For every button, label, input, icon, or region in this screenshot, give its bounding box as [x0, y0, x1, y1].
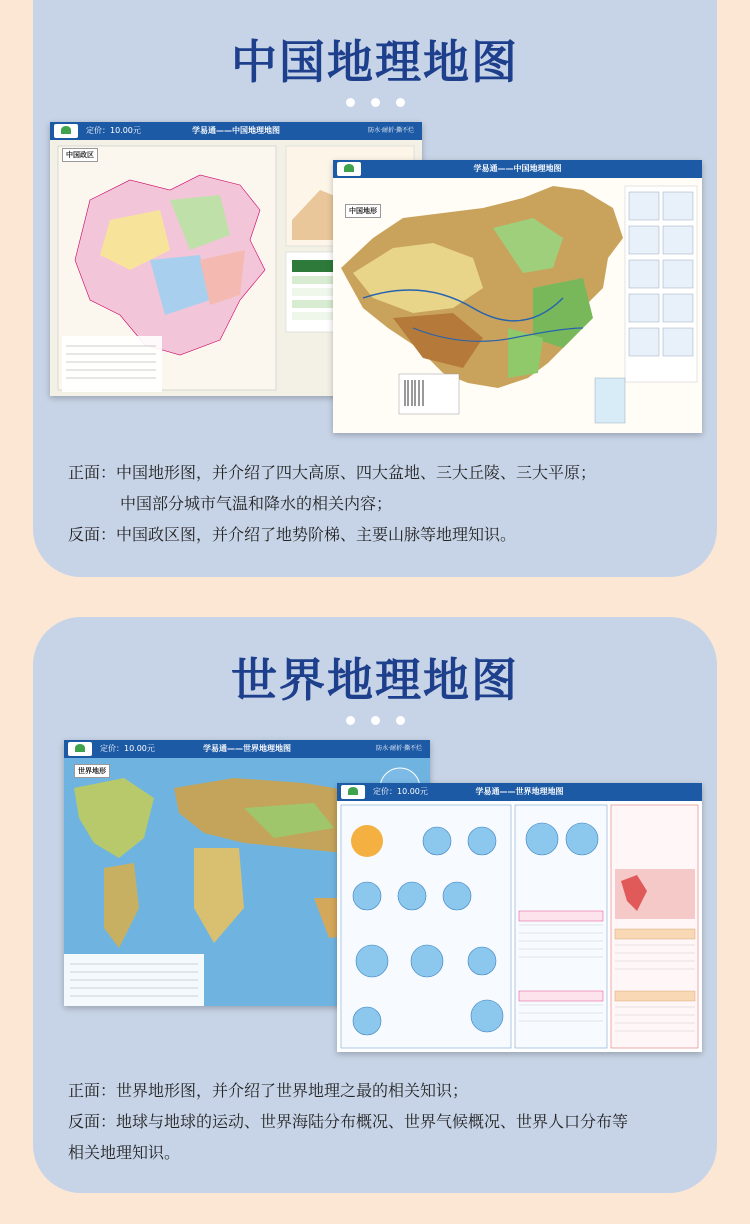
map-header: [64, 740, 430, 758]
map-subtitle: 中国地形: [345, 204, 381, 218]
front-label: 正面：: [68, 1081, 117, 1100]
map-price: 定价：10.00元: [100, 744, 155, 753]
china-terrain-map-image: [333, 160, 702, 433]
map-subtitle: 世界地形: [74, 764, 110, 778]
map-header-tagline: 防水·耐折·撕不烂: [376, 745, 422, 752]
map-header-title: 学易通——世界地理地图: [475, 787, 564, 796]
world-description: [68, 1079, 628, 1165]
front-description-line1: 世界地形图，并介绍了世界地理之最的相关知识；: [116, 1081, 469, 1100]
front-label: 正面：: [68, 463, 117, 482]
decorative-dots: [33, 92, 717, 111]
world-knowledge-map-image: [337, 783, 702, 1052]
back-description-line1: 中国政区图，并介绍了地势阶梯、主要山脉等地理知识。: [116, 525, 517, 544]
world-knowledge-map-graphic: [337, 801, 702, 1052]
map-price: 定价：10.00元: [373, 787, 428, 796]
back-description-line1: 地球与地球的运动、世界海陆分布概况、世界气候概况、世界人口分布等: [116, 1112, 629, 1131]
back-description-line2: 相关地理知识。: [68, 1143, 181, 1162]
map-header-title: 学易通——世界地理地图: [203, 744, 291, 753]
china-terrain-map-graphic: [333, 178, 702, 433]
map-header: [333, 160, 702, 178]
world-section-title: 世界地理地图: [231, 653, 519, 707]
map-header-title: 学易通——中国地理地图: [473, 164, 562, 173]
back-label: 反面：: [68, 1112, 117, 1131]
decorative-dots: [33, 710, 717, 729]
map-header-title: 学易通——中国地理地图: [192, 126, 280, 135]
map-price: 定价：10.00元: [86, 126, 141, 135]
map-header: [50, 122, 422, 140]
china-description: [68, 461, 596, 547]
map-header: [337, 783, 702, 801]
map-subtitle: 中国政区: [62, 148, 98, 162]
front-description-line2: 中国部分城市气温和降水的相关内容；: [120, 494, 393, 513]
china-section-title: 中国地理地图: [231, 35, 519, 89]
map-header-tagline: 防水·耐折·撕不烂: [368, 127, 414, 134]
back-label: 反面：: [68, 525, 117, 544]
front-description-line1: 中国地形图，并介绍了四大高原、四大盆地、三大丘陵、三大平原；: [116, 463, 597, 482]
